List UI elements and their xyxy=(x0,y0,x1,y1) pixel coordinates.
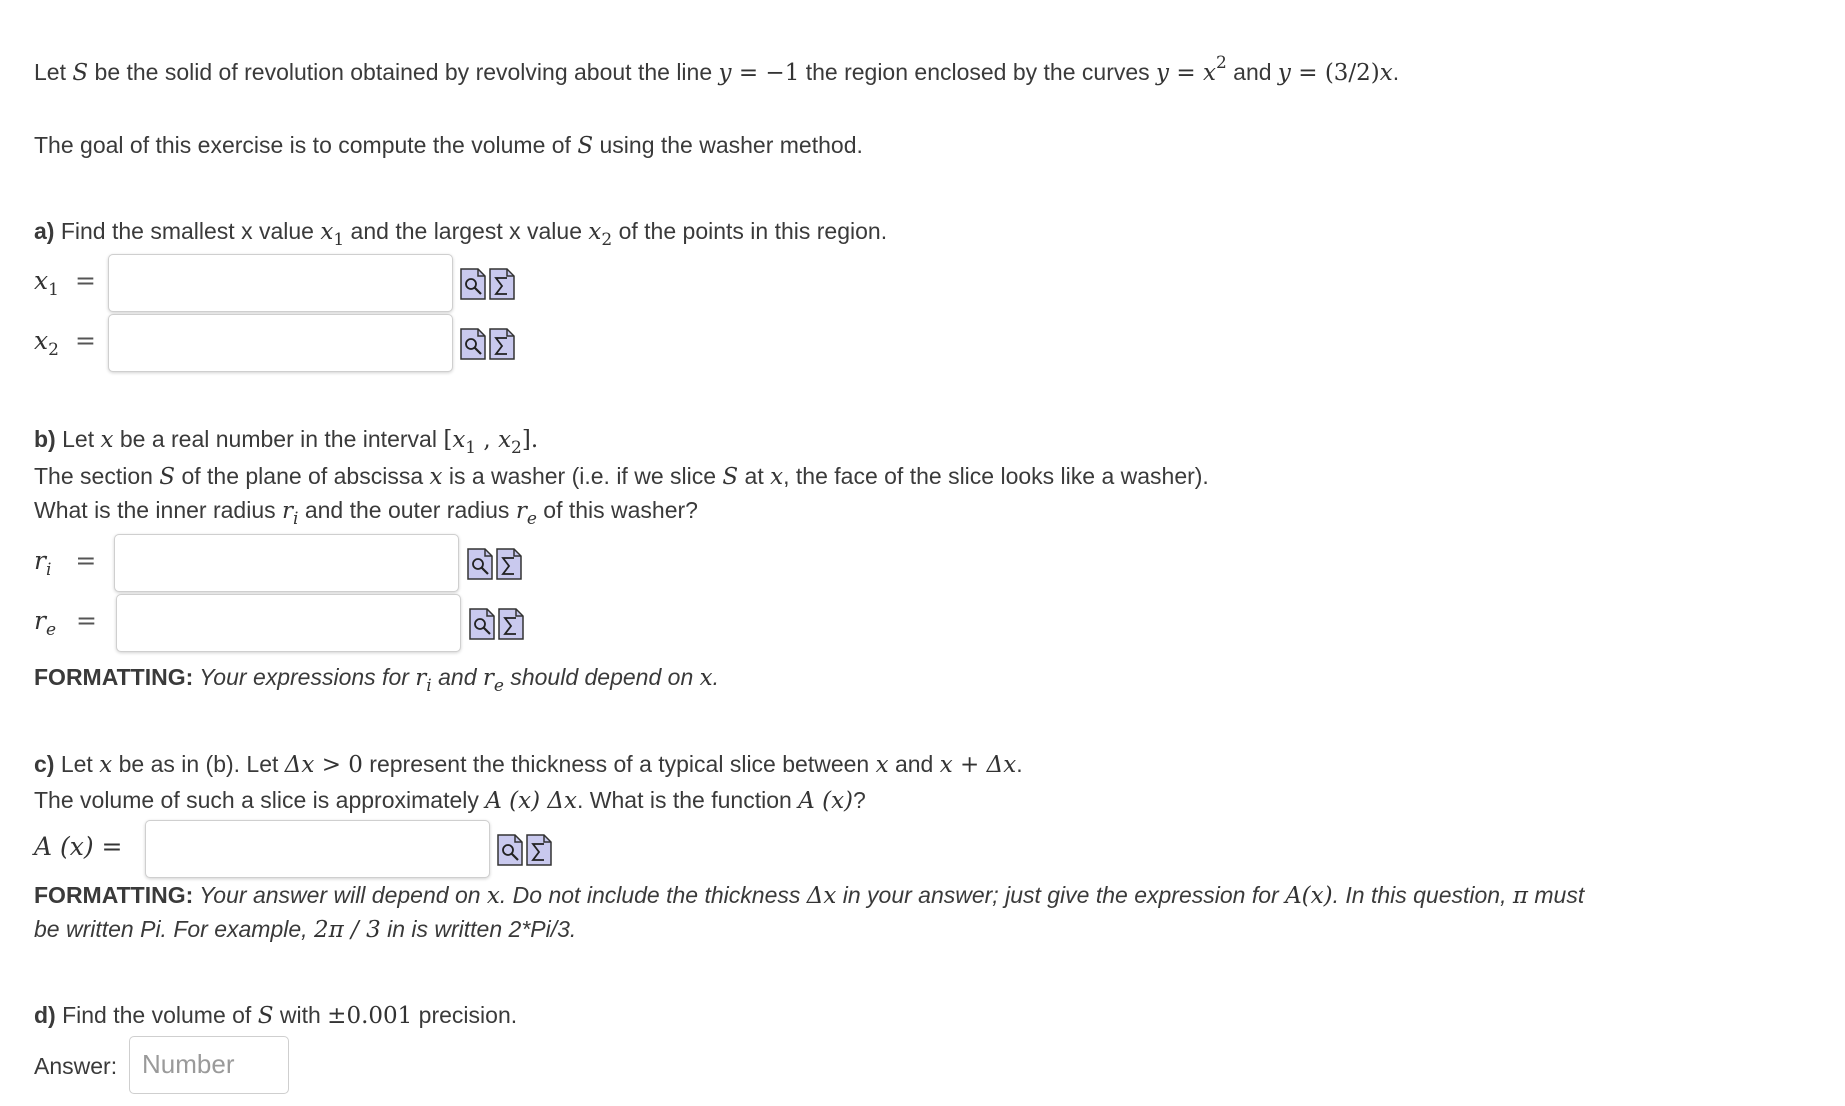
ri-label-eq: = xyxy=(75,546,97,575)
part-c-fmt-x: x xyxy=(486,883,500,909)
part-c-fmt-pi: π xyxy=(1512,883,1528,909)
x2-row xyxy=(34,314,634,372)
intro-curve1-eq: = xyxy=(1169,60,1203,86)
part-c-x2: x xyxy=(875,752,889,778)
part-c-fmt-text-5: must xyxy=(1528,882,1585,908)
intro-text-5: . xyxy=(1392,59,1400,85)
part-c-tag: c) xyxy=(34,751,55,777)
re-label-eq: = xyxy=(76,606,97,635)
part-b-l3-ri-sub: i xyxy=(293,509,299,529)
part-b-l3-text-2: and the outer radius xyxy=(298,497,516,523)
part-a-x1-sub: 1 xyxy=(333,230,345,250)
part-c-text-1: Let xyxy=(54,751,100,777)
part-b-fmt-re-sub: e xyxy=(493,676,504,696)
part-c-fmt-l2-text-2: in is written 2*Pi/3. xyxy=(380,916,577,942)
part-b-interval-x1-sub: 1 xyxy=(465,438,477,458)
x1-row xyxy=(34,254,634,312)
part-d-tag: d) xyxy=(34,1002,56,1028)
re-input[interactable] xyxy=(116,594,461,652)
intro-text-2: be the solid of revolution obtained by revolving about the line xyxy=(88,59,719,85)
part-d-pm: ±0.001 xyxy=(327,1003,413,1029)
intro-line-val: −1 xyxy=(765,60,800,86)
part-a-text-2: and the largest x value xyxy=(344,218,589,244)
intro-curve2-var: y xyxy=(1277,60,1291,86)
part-c-question-line1 xyxy=(34,749,1023,780)
part-a-question xyxy=(34,216,887,255)
ri-tools xyxy=(467,548,525,582)
Ax-label: A (x) = xyxy=(34,832,123,861)
x1-label-sub: 1 xyxy=(48,280,59,300)
part-b-formatting-label: FORMATTING: xyxy=(34,664,194,690)
x2-input[interactable] xyxy=(108,314,453,372)
re-row xyxy=(34,594,634,652)
x1-input[interactable] xyxy=(108,254,453,312)
part-b-fmt-text-3: should depend on xyxy=(503,664,700,690)
part-c-l2-Ax2: A (x) xyxy=(798,788,854,814)
intro-text xyxy=(34,48,1399,88)
part-c-gt: > 0 xyxy=(314,752,363,778)
part-b-fmt-x: x xyxy=(699,665,713,691)
ri-label-sub: i xyxy=(45,560,52,580)
part-c-fmt-l2-text-1: be written Pi. For example, xyxy=(34,916,314,942)
goal-text-1: The goal of this exercise is to compute the volume of xyxy=(34,132,578,158)
intro-curve2-x: x xyxy=(1379,60,1393,86)
x2-label xyxy=(34,326,96,360)
part-b-l2-text-2: of the plane of abscissa xyxy=(175,463,430,489)
intro-S: S xyxy=(72,60,89,86)
part-b-fmt-text-1: Your expressions for xyxy=(193,664,416,690)
part-b-text-1: Let xyxy=(55,426,101,452)
preview-icon[interactable] xyxy=(460,268,485,300)
goal-text-2: using the washer method. xyxy=(593,132,863,158)
answer-label: Answer: xyxy=(34,1053,118,1079)
goal-S: S xyxy=(577,133,594,159)
part-b-tag: b) xyxy=(34,426,56,452)
x2-tools xyxy=(460,328,518,362)
part-d-S: S xyxy=(257,1003,274,1029)
part-b-l2-S: S xyxy=(159,464,176,490)
part-b-l2-text-3: is a washer (i.e. if we slice xyxy=(442,463,723,489)
part-b-l2-S2: S xyxy=(722,464,739,490)
part-a-x2: x xyxy=(588,219,602,245)
part-b-fmt-ri-sub: i xyxy=(426,676,432,696)
ri-input[interactable] xyxy=(114,534,459,592)
part-b-l2-text-1: The section xyxy=(34,463,160,489)
equation-editor-icon[interactable] xyxy=(526,834,551,866)
part-d-text-2: with xyxy=(273,1002,328,1028)
part-b-l2-x2: x xyxy=(770,464,784,490)
equation-editor-icon[interactable] xyxy=(489,328,514,360)
x1-label xyxy=(34,266,96,300)
part-b-l3-text-3: of this washer? xyxy=(536,497,698,523)
part-b-interval-close: ]. xyxy=(521,427,539,453)
Ax-input[interactable] xyxy=(145,820,490,878)
x1-tools xyxy=(460,268,518,302)
part-b-question-line1 xyxy=(34,424,538,463)
part-c-dx: Δx xyxy=(284,752,315,778)
part-b-interval-x1: x xyxy=(452,427,466,453)
preview-icon[interactable] xyxy=(497,834,522,866)
equation-editor-icon[interactable] xyxy=(496,548,521,580)
part-b-x: x xyxy=(100,427,114,453)
part-b-interval-comma: , xyxy=(476,427,499,453)
re-label xyxy=(34,606,97,640)
part-c-l2-Ax: A (x) Δx xyxy=(485,788,577,814)
intro-curve2-eq: = (3/2) xyxy=(1290,60,1380,86)
part-c-formatting-line1 xyxy=(34,880,1584,911)
part-b-l2-text-4: at xyxy=(738,463,771,489)
Ax-row xyxy=(34,820,634,878)
ri-label xyxy=(34,546,96,580)
part-b-l3-text-1: What is the inner radius xyxy=(34,497,283,523)
part-b-fmt-r: r xyxy=(415,665,427,691)
re-tools xyxy=(469,608,527,642)
part-a-x1: x xyxy=(320,219,334,245)
part-b-question-line2 xyxy=(34,461,1209,492)
part-b-l2-text-5: , the face of the slice looks like a washer). xyxy=(783,463,1209,489)
part-b-fmt-text-2: and xyxy=(431,664,483,690)
equation-editor-icon[interactable] xyxy=(489,268,514,300)
intro-text-1: Let xyxy=(34,59,73,85)
part-c-fmt-dx: Δx xyxy=(806,883,837,909)
ri-row xyxy=(34,534,634,592)
part-b-l2-x: x xyxy=(429,464,443,490)
part-b-question-line3 xyxy=(34,495,698,534)
part-b-interval-x2-sub: 2 xyxy=(511,438,522,458)
part-a-text-1: Find the smallest x value xyxy=(54,218,321,244)
intro-curve1-pow: 2 xyxy=(1215,53,1227,73)
part-b-formatting xyxy=(34,662,719,701)
part-b-fmt-text-4: . xyxy=(712,664,719,690)
part-c-formatting-label: FORMATTING: xyxy=(34,882,194,908)
part-b-text-2: be a real number in the interval xyxy=(113,426,444,452)
part-c-fmt-Ax: A(x) xyxy=(1285,883,1333,909)
part-d-text-1: Find the volume of xyxy=(55,1002,258,1028)
part-a-text-3: of the points in this region. xyxy=(612,218,888,244)
part-c-text-5: . xyxy=(1016,751,1023,777)
x2-label-var: x xyxy=(34,326,49,355)
intro-text-4: and xyxy=(1226,59,1278,85)
intro-text-3: the region enclosed by the curves xyxy=(799,59,1157,85)
part-b-fmt-r2: r xyxy=(482,665,494,691)
part-c-fmt-l2-example: 2π / 3 xyxy=(313,917,381,943)
part-c-fmt-text-2: . Do not include the thickness xyxy=(499,882,807,908)
re-label-sub: e xyxy=(45,620,57,640)
preview-icon[interactable] xyxy=(469,608,494,640)
part-c-text-4: and xyxy=(888,751,940,777)
x1-label-eq: = xyxy=(74,266,96,295)
part-c-xpdx: x + Δx xyxy=(939,752,1017,778)
part-b-l3-r2: r xyxy=(515,498,527,524)
part-c-text-3: represent the thickness of a typical slice between xyxy=(362,751,876,777)
part-a-tag: a) xyxy=(34,218,55,244)
intro-curve1-x: x xyxy=(1202,60,1216,86)
part-a-x2-sub: 2 xyxy=(601,230,613,250)
equation-editor-icon[interactable] xyxy=(498,608,523,640)
part-c-fmt-text-1: Your answer will depend on xyxy=(193,882,487,908)
part-c-l2-text-1: The volume of such a slice is approximately xyxy=(34,787,486,813)
part-c-text-2: be as in (b). Let xyxy=(112,751,285,777)
intro-line-var: y xyxy=(718,60,732,86)
intro-curve1-var: y xyxy=(1156,60,1170,86)
part-c-question-line2 xyxy=(34,785,866,816)
part-b-interval-open: [ xyxy=(443,427,453,453)
x2-label-sub: 2 xyxy=(48,340,59,360)
part-c-l2-text-3: ? xyxy=(853,787,866,813)
part-c-x: x xyxy=(99,752,113,778)
part-b-l3-re-sub: e xyxy=(526,509,537,529)
re-label-var: r xyxy=(34,606,46,635)
part-d-text-3: precision. xyxy=(412,1002,518,1028)
part-c-l2-text-2: . What is the function xyxy=(577,787,799,813)
part-b-interval-x2: x xyxy=(498,427,512,453)
preview-icon[interactable] xyxy=(460,328,485,360)
intro-line-eq: = xyxy=(731,60,766,86)
goal-text xyxy=(34,130,863,161)
part-d-question xyxy=(34,1000,517,1031)
Ax-tools xyxy=(497,834,555,868)
x1-label-var: x xyxy=(34,266,49,295)
answer-input[interactable]: Number xyxy=(129,1036,289,1094)
part-c-fmt-text-3: in your answer; just give the expression for xyxy=(836,882,1286,908)
part-c-fmt-text-4: . In this question, xyxy=(1332,882,1513,908)
ri-label-var: r xyxy=(34,546,46,575)
part-c-formatting-line2 xyxy=(34,914,576,945)
x2-label-eq: = xyxy=(74,326,96,355)
part-b-l3-r: r xyxy=(282,498,294,524)
preview-icon[interactable] xyxy=(467,548,492,580)
